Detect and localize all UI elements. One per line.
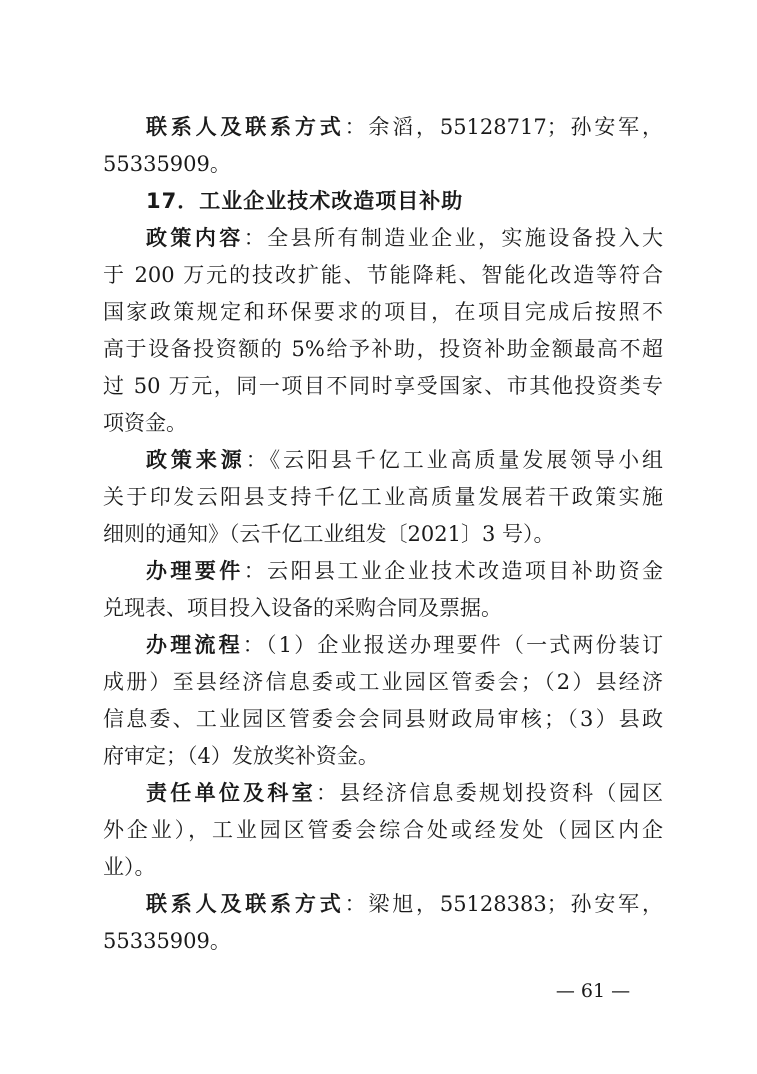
page-number: — 61 — — [555, 980, 631, 1002]
policy-content-line: 国家政策规定和环保要求的项目，在项目完成后按照不 — [103, 300, 663, 324]
contact-value: ：梁旭，55128383；孙安军， — [344, 892, 664, 916]
contact-line — [146, 112, 663, 142]
policy-content-line: 过 50 万元，同一项目不同时享受国家、市其他投资类专 — [103, 374, 663, 398]
process-line: 信息委、工业园区管委会会同县财政局审核；（3）县政 — [103, 707, 663, 731]
responsible-line — [146, 778, 663, 808]
policy-content-text: ：全县所有制造业企业，实施设备投入大 — [243, 226, 664, 250]
contact-line-continued: 55335909。 — [103, 152, 231, 176]
policy-content-line: 高于设备投资额的 5%给予补助，投资补助金额最高不超 — [103, 337, 663, 361]
process-line: 成册）至县经济信息委或工业园区管委会；（2）县经济 — [103, 670, 663, 694]
process-line: 府审定；（4）发放奖补资金。 — [103, 744, 379, 768]
policy-content-line: 于 200 万元的技改扩能、节能降耗、智能化改造等符合 — [103, 263, 663, 287]
policy-source-label: 政策来源 — [146, 448, 246, 472]
policy-content-line: 项资金。 — [103, 411, 187, 435]
requirements-line: 兑现表、项目投入设备的采购合同及票据。 — [103, 596, 502, 620]
responsible-label: 责任单位及科室 — [146, 781, 316, 805]
process-line — [146, 630, 663, 660]
process-label: 办理流程 — [146, 633, 243, 657]
process-text: ：（1）企业报送办理要件（一式两份装订 — [242, 633, 664, 657]
section-heading: 17．工业企业技术改造项目补助 — [146, 189, 464, 213]
responsible-line: 业）。 — [103, 855, 156, 879]
responsible-line: 外企业），工业园区管委会综合处或经发处（园区内企 — [103, 818, 663, 842]
contact-line-continued: 55335909。 — [103, 929, 231, 953]
policy-source-line: 关于印发云阳县支持千亿工业高质量发展若干政策实施 — [103, 485, 663, 509]
policy-source-line — [146, 445, 663, 475]
responsible-text: ：县经济信息委规划投资科（园区 — [316, 781, 663, 805]
requirements-text: ：云阳县工业企业技术改造项目补助资金 — [243, 559, 664, 583]
contact-label: 联系人及联系方式 — [146, 892, 345, 916]
policy-source-text: ：《云阳县千亿工业高质量发展领导小组 — [245, 448, 664, 472]
requirements-line — [146, 556, 663, 586]
requirements-label: 办理要件 — [146, 559, 244, 583]
contact-value: ：余滔，55128717；孙安军， — [344, 115, 664, 139]
contact-line — [146, 889, 663, 919]
contact-label: 联系人及联系方式 — [146, 115, 345, 139]
policy-content-label: 政策内容 — [146, 226, 244, 250]
policy-source-line: 细则的通知》（云千亿工业组发〔2021〕3 号）。 — [103, 522, 555, 546]
policy-content-line — [146, 223, 663, 253]
